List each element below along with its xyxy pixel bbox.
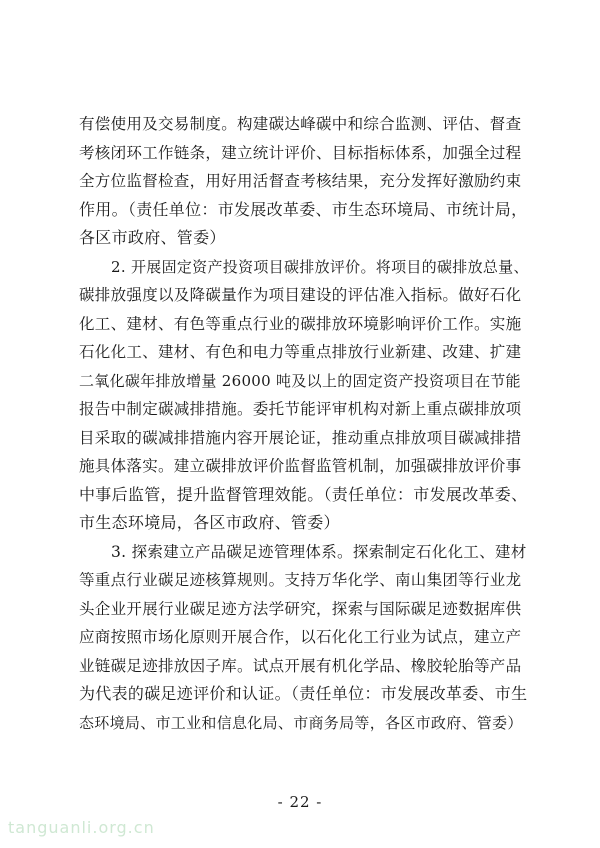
text-line: 报告中制定碳减排措施。委托节能评审机构对新上重点碳排放项: [79, 400, 522, 418]
watermark: tanguanli.org.cn: [8, 818, 155, 837]
text-line: 头企业开展行业碳足迹方法学研究，探索与国际碳足迹数据库供: [79, 599, 522, 618]
text-line: 市生态环境局，各区市政府、管委）: [79, 513, 340, 532]
text-line: 石化化工、建材、有色和电力等重点排放行业新建、改建、扩建: [79, 343, 522, 361]
text-line: 施具体落实。建立碳排放评价监督监管机制，加强碳排放评价事: [79, 457, 522, 475]
text-line: 等重点行业碳足迹核算规则。支持万华化学、南山集团等行业龙: [79, 571, 522, 589]
text-line: 有偿使用及交易制度。构建碳达峰碳中和综合监测、评估、督查: [79, 115, 522, 133]
text-line: 二氧化碳年排放增量 26000 吨及以上的固定资产投资项目在节能: [79, 371, 521, 390]
text-line: 作用。（责任单位：市发展改革委、市生态环境局、市统计局，: [79, 199, 528, 219]
text-line: 全方位监督检查，用好用活督查考核结果，充分发挥好激励约束: [79, 172, 522, 190]
page-number: - 22 -: [277, 793, 323, 811]
text-line: 各区市政府、管委）: [79, 228, 226, 247]
text-line: 考核闭环工作链条，建立统计评价、目标指标体系，加强全过程: [79, 143, 522, 162]
text-line: 态环境局、市工业和信息化局、市商务局等，各区市政府、管委）: [79, 713, 523, 732]
text-line: 2. 开展固定资产投资项目碳排放评价。将项目的碳排放总量、: [111, 257, 529, 276]
text-line: 为代表的碳足迹评价和认证。（责任单位：市发展改革委、市生: [79, 684, 528, 703]
text-line: 中事后监管，提升监督管理效能。（责任单位：市发展改革委、: [79, 484, 528, 504]
text-line: 目采取的碳减排措施内容开展论证，推动重点排放项目碳减排措: [79, 428, 522, 447]
text-line: 业链碳足迹排放因子库。试点开展有机化学品、橡胶轮胎等产品: [79, 656, 522, 675]
text-line: 应商按照市场化原则开展合作，以石化化工行业为试点，建立产: [79, 628, 522, 646]
text-line: 3. 探索建立产品碳足迹管理体系。探索制定石化化工、建材: [111, 542, 527, 561]
text-line: 化工、建材、有色等重点行业的碳排放环境影响评价工作。实施: [79, 314, 522, 333]
text-line: 碳排放强度以及降碳量作为项目建设的评估准入指标。做好石化: [79, 286, 522, 304]
